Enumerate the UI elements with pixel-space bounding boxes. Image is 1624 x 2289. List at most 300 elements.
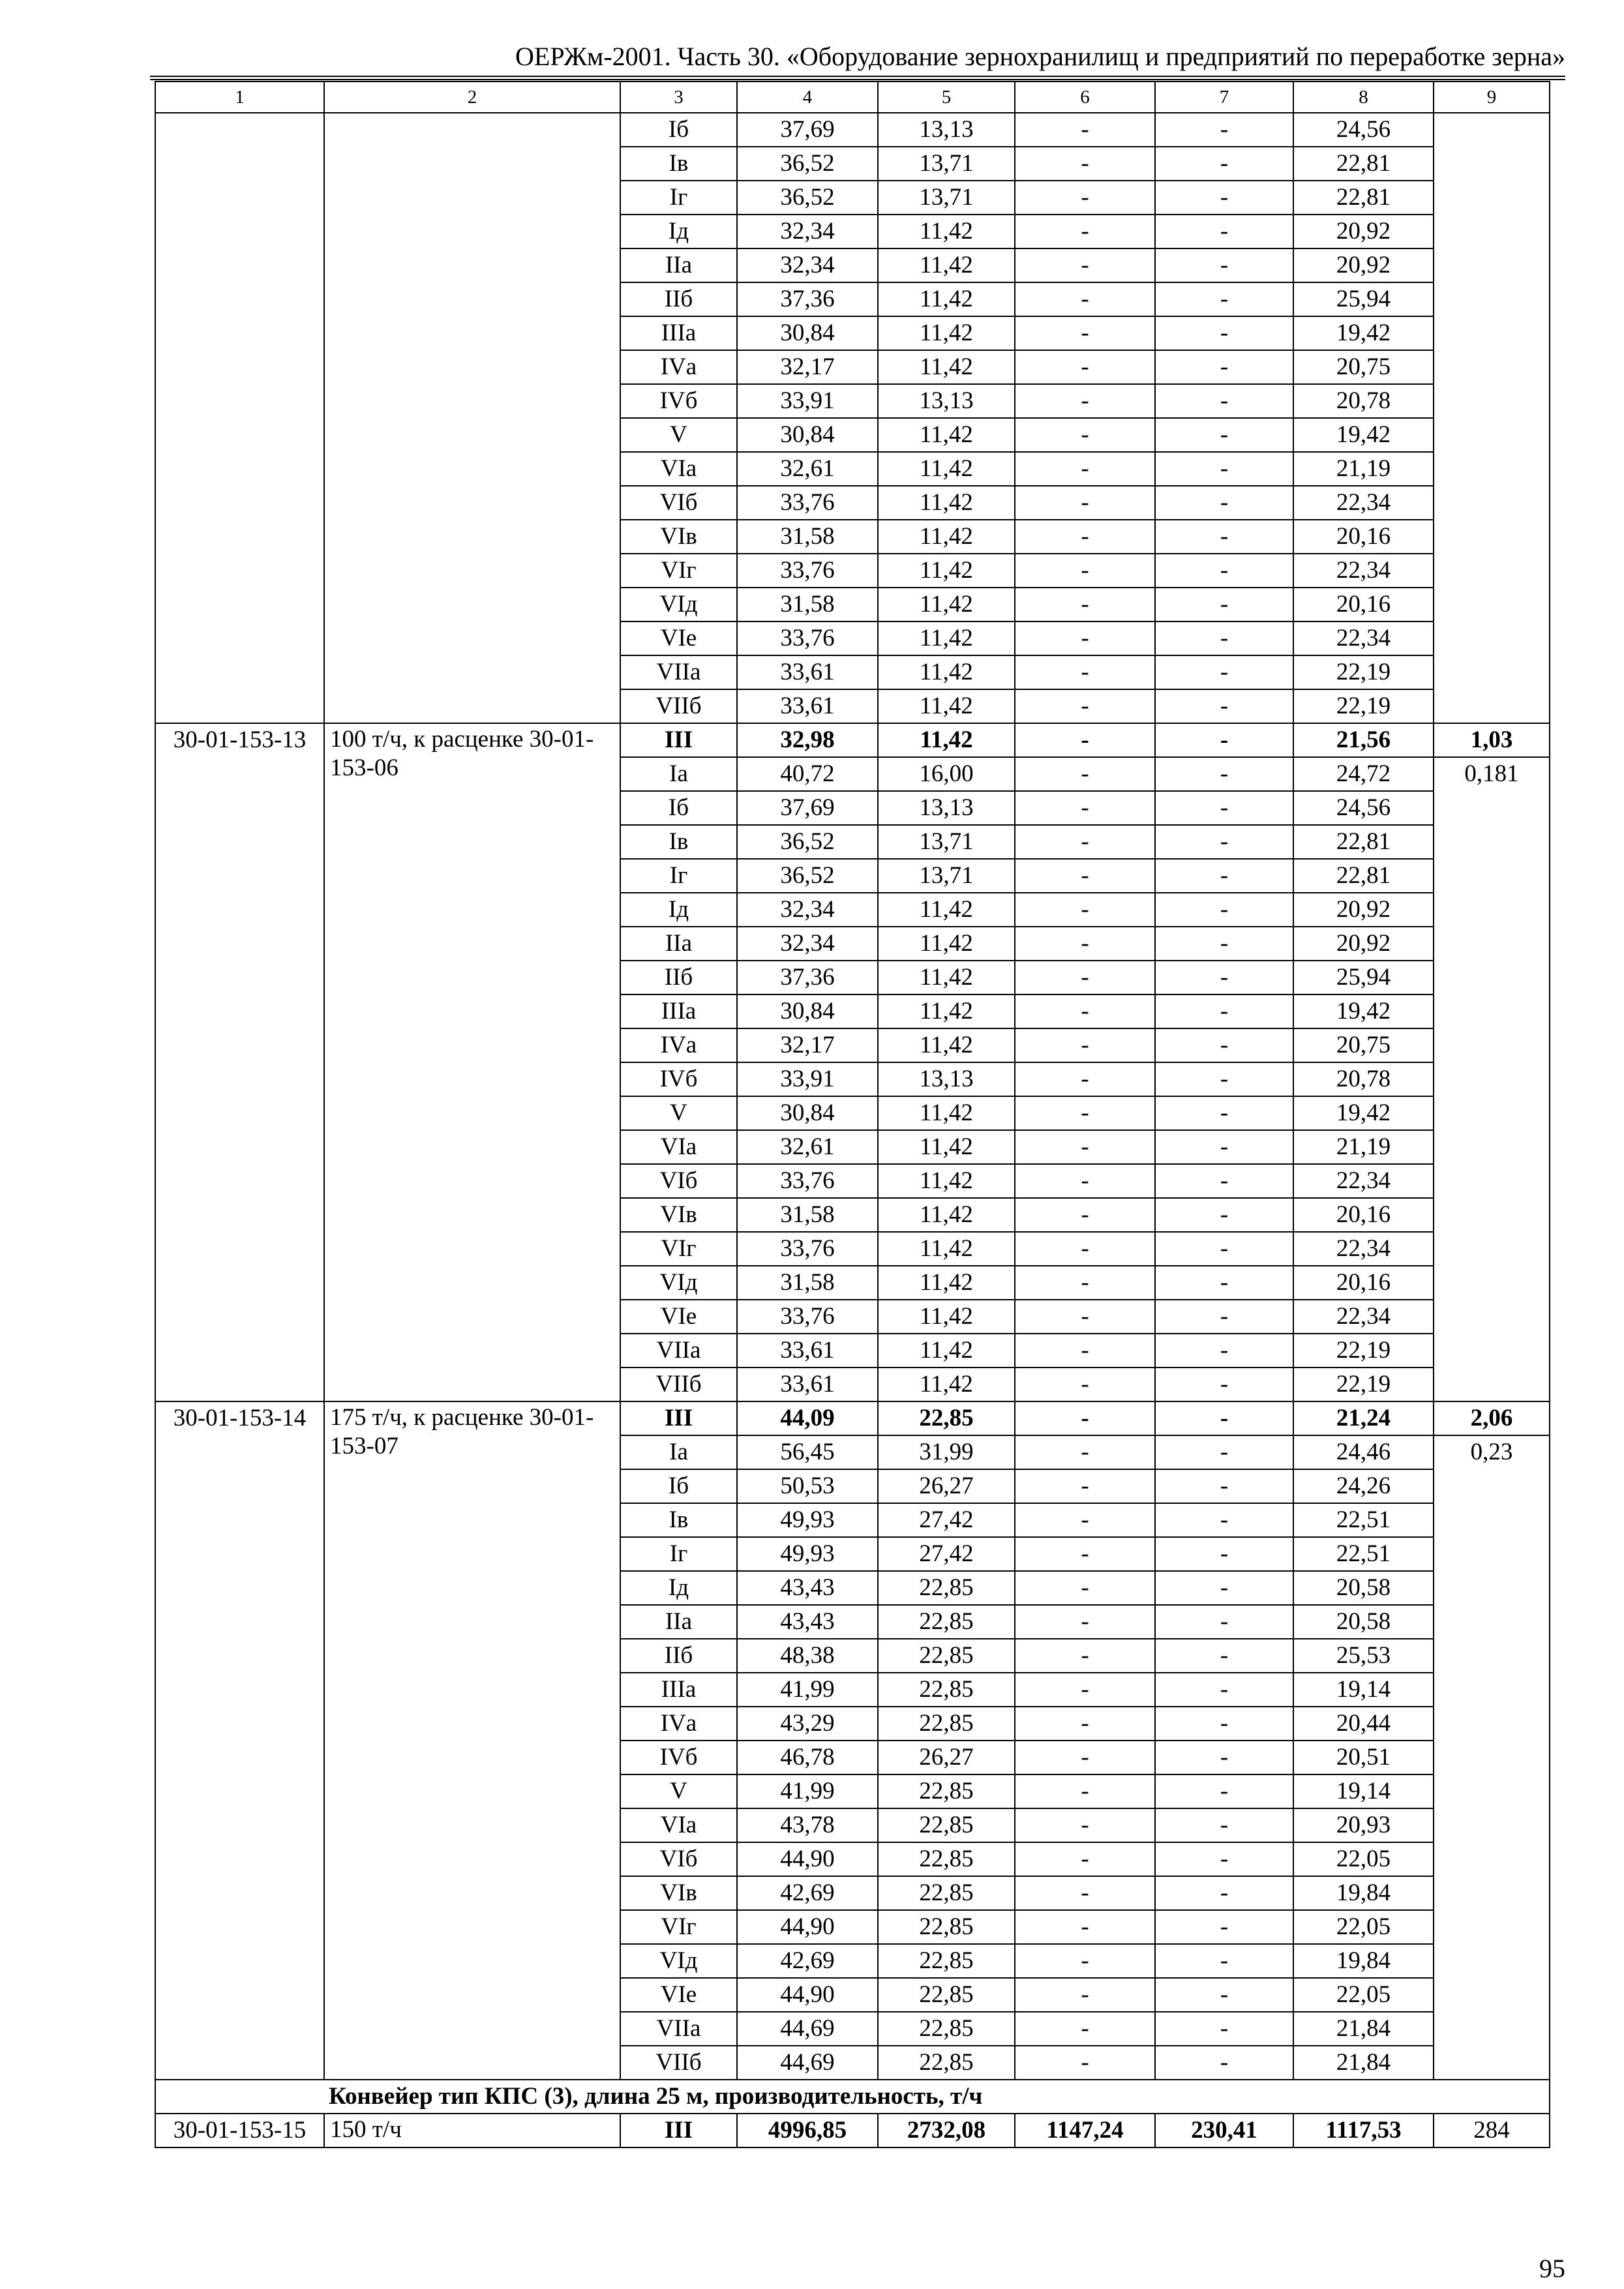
cell-c6: -	[1015, 520, 1155, 554]
cell-c8: 20,51	[1293, 1741, 1434, 1774]
column-number: 7	[1155, 82, 1293, 113]
cell-c3: Iг	[620, 1537, 737, 1571]
cell-c7: -	[1155, 995, 1293, 1028]
cell-c8: 20,92	[1293, 893, 1434, 927]
cell-c6: -	[1015, 1096, 1155, 1130]
cell-c5: 13,13	[878, 113, 1015, 147]
rate-description: 100 т/ч, к расценке 30-01-153-06	[324, 723, 620, 1401]
table-row	[155, 1401, 1550, 1435]
cell-c4: 44,90	[737, 1842, 878, 1876]
cell-c6: -	[1015, 1707, 1155, 1741]
cell-c8: 24,72	[1293, 757, 1434, 791]
cell-c6: -	[1015, 1130, 1155, 1164]
cell-c4: 32,61	[737, 1130, 878, 1164]
cell-c7: -	[1155, 961, 1293, 995]
cell-c3: VIе	[620, 621, 737, 655]
cell-c3: IIа	[620, 1605, 737, 1639]
cell-c6: -	[1015, 554, 1155, 588]
cell-c4: 36,52	[737, 181, 878, 215]
column-number: 3	[620, 82, 737, 113]
cell-c5: 11,42	[878, 316, 1015, 350]
cell-c5: 22,85	[878, 1876, 1015, 1910]
cell-c4: 49,93	[737, 1537, 878, 1571]
running-header: ОЕРЖм-2001. Часть 30. «Оборудование зернохранилищ и предприятий по переработке зерна»	[515, 42, 1565, 71]
cell-c7: -	[1155, 1673, 1293, 1707]
cell-c8: 19,14	[1293, 1673, 1434, 1707]
cell-c8: 24,56	[1293, 113, 1434, 147]
cell-c8: 1117,53	[1293, 2114, 1434, 2147]
cell-c5: 11,42	[878, 1130, 1015, 1164]
cell-c8: 20,16	[1293, 1198, 1434, 1232]
cell-c6: -	[1015, 1774, 1155, 1808]
cell-c5: 22,85	[878, 1605, 1015, 1639]
cell-c5: 11,42	[878, 486, 1015, 520]
cell-c9: 284	[1434, 2114, 1550, 2147]
cell-c5: 11,42	[878, 588, 1015, 621]
cell-c4: 41,99	[737, 1673, 878, 1707]
cell-c3: IIб	[620, 282, 737, 316]
page-number: 95	[1539, 2254, 1565, 2283]
cell-c7: -	[1155, 723, 1293, 757]
cell-c3: III	[620, 723, 737, 757]
rate-description: 175 т/ч, к расценке 30-01-153-07	[324, 1401, 620, 2080]
cell-c4: 33,76	[737, 1300, 878, 1334]
cell-c8: 25,94	[1293, 961, 1434, 995]
cell-c6: -	[1015, 995, 1155, 1028]
cell-c5: 22,85	[878, 1707, 1015, 1741]
cell-c5: 2732,08	[878, 2114, 1015, 2147]
rate-description	[324, 113, 620, 723]
cell-c5: 11,42	[878, 452, 1015, 486]
cell-c8: 22,34	[1293, 486, 1434, 520]
cell-c4: 33,76	[737, 1232, 878, 1266]
column-number: 5	[878, 82, 1015, 113]
column-number: 1	[155, 82, 324, 113]
cell-c5: 22,85	[878, 2046, 1015, 2080]
cell-c4: 56,45	[737, 1435, 878, 1469]
cell-c4: 40,72	[737, 757, 878, 791]
cell-c6: -	[1015, 1062, 1155, 1096]
cell-c5: 11,42	[878, 655, 1015, 689]
cell-c3: IIб	[620, 1639, 737, 1673]
cell-c3: VIIа	[620, 2012, 737, 2046]
cell-c3: VIе	[620, 1978, 737, 2012]
cell-c4: 44,69	[737, 2012, 878, 2046]
cell-c3: V	[620, 418, 737, 452]
cell-c8: 20,16	[1293, 588, 1434, 621]
cell-c4: 4996,85	[737, 2114, 878, 2147]
cell-c6: -	[1015, 1639, 1155, 1673]
cell-c7: 230,41	[1155, 2114, 1293, 2147]
cell-c6: -	[1015, 825, 1155, 859]
cell-c7: -	[1155, 1368, 1293, 1401]
cell-c5: 13,71	[878, 181, 1015, 215]
cell-c5: 11,42	[878, 621, 1015, 655]
cell-c4: 44,69	[737, 2046, 878, 2080]
cell-c7: -	[1155, 1605, 1293, 1639]
cell-c5: 11,42	[878, 1164, 1015, 1198]
cell-c8: 20,93	[1293, 1808, 1434, 1842]
cell-c9: 0,181	[1434, 757, 1550, 1401]
cell-c8: 22,81	[1293, 181, 1434, 215]
cell-c6: -	[1015, 1537, 1155, 1571]
cell-c7: -	[1155, 588, 1293, 621]
cell-c7: -	[1155, 1062, 1293, 1096]
cell-c7: -	[1155, 384, 1293, 418]
cell-c6: -	[1015, 1741, 1155, 1774]
cell-c7: -	[1155, 147, 1293, 181]
cell-c8: 19,14	[1293, 1774, 1434, 1808]
cell-c6: -	[1015, 1028, 1155, 1062]
cell-c3: VIа	[620, 1808, 737, 1842]
cell-c3: Iв	[620, 1503, 737, 1537]
cell-c3: VIд	[620, 1944, 737, 1978]
cell-c8: 22,34	[1293, 1300, 1434, 1334]
cell-c4: 36,52	[737, 147, 878, 181]
cell-c3: IVа	[620, 350, 737, 384]
cell-c5: 31,99	[878, 1435, 1015, 1469]
table-row	[155, 723, 1550, 757]
cell-c7: -	[1155, 1334, 1293, 1368]
cell-c8: 20,58	[1293, 1571, 1434, 1605]
cell-c4: 43,43	[737, 1605, 878, 1639]
cell-c5: 11,42	[878, 350, 1015, 384]
cell-c8: 20,75	[1293, 1028, 1434, 1062]
cell-c3: Iд	[620, 1571, 737, 1605]
cell-c4: 49,93	[737, 1503, 878, 1537]
cell-c5: 11,42	[878, 215, 1015, 248]
cell-c3: VIв	[620, 1876, 737, 1910]
cell-c7: -	[1155, 113, 1293, 147]
cell-c7: -	[1155, 452, 1293, 486]
cell-c7: -	[1155, 1503, 1293, 1537]
cell-c3: IVб	[620, 1062, 737, 1096]
cell-c7: -	[1155, 181, 1293, 215]
cell-c8: 25,53	[1293, 1639, 1434, 1673]
cell-c3: VIд	[620, 588, 737, 621]
cell-c6: -	[1015, 1571, 1155, 1605]
cell-c8: 22,34	[1293, 1232, 1434, 1266]
cell-c8: 22,81	[1293, 859, 1434, 893]
cell-c4: 31,58	[737, 520, 878, 554]
cell-c5: 11,42	[878, 961, 1015, 995]
cell-c4: 32,34	[737, 215, 878, 248]
cell-c4: 33,61	[737, 1368, 878, 1401]
cell-c7: -	[1155, 1401, 1293, 1435]
cell-c3: Iб	[620, 1469, 737, 1503]
cell-c5: 11,42	[878, 1334, 1015, 1368]
cell-c4: 43,78	[737, 1808, 878, 1842]
cell-c8: 21,56	[1293, 723, 1434, 757]
cell-c6: -	[1015, 282, 1155, 316]
cell-c7: -	[1155, 621, 1293, 655]
cell-c5: 11,42	[878, 893, 1015, 927]
cell-c4: 32,17	[737, 1028, 878, 1062]
cell-c7: -	[1155, 1978, 1293, 2012]
cell-c4: 48,38	[737, 1639, 878, 1673]
cell-c6: -	[1015, 1401, 1155, 1435]
cell-c7: -	[1155, 1910, 1293, 1944]
cell-c8: 20,75	[1293, 350, 1434, 384]
cell-c6: -	[1015, 859, 1155, 893]
cell-c5: 27,42	[878, 1503, 1015, 1537]
cell-c2: 150 т/ч	[324, 2114, 620, 2147]
cell-c5: 22,85	[878, 1571, 1015, 1605]
cell-c7: -	[1155, 316, 1293, 350]
cell-c5: 22,85	[878, 1978, 1015, 2012]
cell-c3: VIа	[620, 452, 737, 486]
cell-c3: VIIб	[620, 689, 737, 723]
cell-c3: IIIа	[620, 316, 737, 350]
cell-c5: 13,71	[878, 859, 1015, 893]
cell-c5: 11,42	[878, 248, 1015, 282]
cell-c4: 32,98	[737, 723, 878, 757]
cell-c4: 32,61	[737, 452, 878, 486]
cell-c7: -	[1155, 757, 1293, 791]
cell-c6: -	[1015, 1198, 1155, 1232]
cell-c3: VIIб	[620, 2046, 737, 2080]
cell-c4: 33,76	[737, 554, 878, 588]
cell-c7: -	[1155, 520, 1293, 554]
cell-c4: 30,84	[737, 1096, 878, 1130]
cell-c3: Iа	[620, 757, 737, 791]
cell-c7: -	[1155, 350, 1293, 384]
cell-c7: -	[1155, 1266, 1293, 1300]
cell-c5: 13,13	[878, 1062, 1015, 1096]
cell-c3: VIг	[620, 1232, 737, 1266]
cell-c5: 22,85	[878, 1842, 1015, 1876]
cell-c7: -	[1155, 1944, 1293, 1978]
cell-c6: -	[1015, 1944, 1155, 1978]
cell-c5: 11,42	[878, 1266, 1015, 1300]
cell-c4: 43,29	[737, 1707, 878, 1741]
cell-c4: 30,84	[737, 995, 878, 1028]
section-row	[155, 2080, 1550, 2114]
cell-c7: -	[1155, 1469, 1293, 1503]
cell-c8: 21,19	[1293, 1130, 1434, 1164]
cell-c7: -	[1155, 893, 1293, 927]
cell-c3: Iб	[620, 791, 737, 825]
cell-c8: 25,94	[1293, 282, 1434, 316]
cell-c5: 22,85	[878, 1910, 1015, 1944]
cell-c3: IIIа	[620, 995, 737, 1028]
cell-c3: VIб	[620, 1164, 737, 1198]
cell-c6: -	[1015, 1266, 1155, 1300]
cell-c3: Iб	[620, 113, 737, 147]
cell-c9: 2,06	[1434, 1401, 1550, 1435]
cell-c9	[1434, 113, 1550, 723]
cell-c6: -	[1015, 2012, 1155, 2046]
cell-c3: IIб	[620, 961, 737, 995]
cell-c6: -	[1015, 1673, 1155, 1707]
cell-c5: 13,71	[878, 147, 1015, 181]
cell-c4: 33,91	[737, 1062, 878, 1096]
cell-c8: 22,51	[1293, 1503, 1434, 1537]
cell-c7: -	[1155, 689, 1293, 723]
cell-c6: -	[1015, 1910, 1155, 1944]
cell-c6: -	[1015, 1334, 1155, 1368]
cell-c4: 32,17	[737, 350, 878, 384]
cell-c6: -	[1015, 1503, 1155, 1537]
cell-c8: 24,56	[1293, 791, 1434, 825]
cell-c4: 44,90	[737, 1978, 878, 2012]
cell-c9: 1,03	[1434, 723, 1550, 757]
cell-c8: 22,81	[1293, 147, 1434, 181]
column-number: 6	[1015, 82, 1155, 113]
cell-c4: 31,58	[737, 1266, 878, 1300]
cell-c5: 13,13	[878, 384, 1015, 418]
cell-c3: V	[620, 1096, 737, 1130]
cell-c6: -	[1015, 621, 1155, 655]
cell-c7: -	[1155, 825, 1293, 859]
cell-c4: 33,76	[737, 486, 878, 520]
cell-c6: -	[1015, 316, 1155, 350]
cell-c3: VIIа	[620, 1334, 737, 1368]
cell-c7: -	[1155, 1707, 1293, 1741]
cell-c6: -	[1015, 181, 1155, 215]
cell-c8: 20,92	[1293, 215, 1434, 248]
cell-c4: 46,78	[737, 1741, 878, 1774]
cell-c8: 21,84	[1293, 2046, 1434, 2080]
cell-c6: -	[1015, 588, 1155, 621]
cell-c7: -	[1155, 1741, 1293, 1774]
cell-c3: VIв	[620, 520, 737, 554]
cell-c4: 50,53	[737, 1469, 878, 1503]
cell-c6: -	[1015, 1435, 1155, 1469]
cell-c3: Iв	[620, 147, 737, 181]
cell-c8: 22,19	[1293, 655, 1434, 689]
cell-c4: 37,69	[737, 791, 878, 825]
rate-code	[155, 113, 324, 723]
cell-c3: VIд	[620, 1266, 737, 1300]
cell-c8: 20,92	[1293, 248, 1434, 282]
cell-c5: 11,42	[878, 995, 1015, 1028]
cell-c7: -	[1155, 1571, 1293, 1605]
cell-c8: 21,24	[1293, 1401, 1434, 1435]
cell-c9: 0,23	[1434, 1435, 1550, 2080]
cell-c6: -	[1015, 689, 1155, 723]
cell-c5: 22,85	[878, 1401, 1015, 1435]
cell-c7: -	[1155, 1435, 1293, 1469]
cell-c3: VIе	[620, 1300, 737, 1334]
cell-c7: -	[1155, 2012, 1293, 2046]
cell-c4: 44,09	[737, 1401, 878, 1435]
cell-c8: 20,92	[1293, 927, 1434, 961]
cell-c4: 36,52	[737, 825, 878, 859]
cell-c4: 33,91	[737, 384, 878, 418]
cell-c3: VIг	[620, 1910, 737, 1944]
cell-c8: 24,46	[1293, 1435, 1434, 1469]
cell-c8: 22,51	[1293, 1537, 1434, 1571]
cell-c3: IIа	[620, 927, 737, 961]
cell-c3: Iг	[620, 181, 737, 215]
cell-c4: 37,36	[737, 282, 878, 316]
cell-c7: -	[1155, 1232, 1293, 1266]
cell-c8: 22,05	[1293, 1978, 1434, 2012]
cell-c6: -	[1015, 655, 1155, 689]
cell-c5: 22,85	[878, 1774, 1015, 1808]
cell-c8: 22,34	[1293, 554, 1434, 588]
cell-c4: 42,69	[737, 1944, 878, 1978]
rate-code: 30-01-153-13	[155, 723, 324, 1401]
cell-c6: -	[1015, 1978, 1155, 2012]
cell-c3: VIб	[620, 486, 737, 520]
cell-c4: 43,43	[737, 1571, 878, 1605]
cell-c6: -	[1015, 791, 1155, 825]
cell-c6: -	[1015, 757, 1155, 791]
cell-c3: Iв	[620, 825, 737, 859]
cell-c5: 11,42	[878, 1300, 1015, 1334]
cell-c3: VIIб	[620, 1368, 737, 1401]
cell-c7: -	[1155, 1774, 1293, 1808]
cell-c7: -	[1155, 1808, 1293, 1842]
cell-c3: VIв	[620, 1198, 737, 1232]
table-row	[155, 113, 1550, 147]
cell-c4: 33,61	[737, 655, 878, 689]
cell-c5: 16,00	[878, 757, 1015, 791]
cell-c8: 24,26	[1293, 1469, 1434, 1503]
cell-c6: -	[1015, 215, 1155, 248]
cell-c6: -	[1015, 452, 1155, 486]
cell-c6: -	[1015, 486, 1155, 520]
cell-c7: -	[1155, 1198, 1293, 1232]
cell-c7: -	[1155, 1130, 1293, 1164]
cell-c8: 19,42	[1293, 316, 1434, 350]
cell-c5: 22,85	[878, 1944, 1015, 1978]
cell-c7: -	[1155, 1300, 1293, 1334]
column-number: 2	[324, 82, 620, 113]
cell-c7: -	[1155, 1639, 1293, 1673]
cell-c7: -	[1155, 1537, 1293, 1571]
cell-c4: 33,61	[737, 1334, 878, 1368]
cell-c8: 22,05	[1293, 1910, 1434, 1944]
cell-c6: -	[1015, 147, 1155, 181]
cell-c8: 19,42	[1293, 1096, 1434, 1130]
cell-c7: -	[1155, 791, 1293, 825]
cell-c4: 41,99	[737, 1774, 878, 1808]
cell-c7: -	[1155, 1164, 1293, 1198]
cell-c6: -	[1015, 1808, 1155, 1842]
cell-c8: 22,19	[1293, 689, 1434, 723]
cell-c5: 11,42	[878, 418, 1015, 452]
cell-c5: 11,42	[878, 1096, 1015, 1130]
cell-c4: 31,58	[737, 588, 878, 621]
cell-c8: 20,78	[1293, 1062, 1434, 1096]
cell-c8: 20,78	[1293, 384, 1434, 418]
cell-c3: IVб	[620, 384, 737, 418]
cell-c8: 20,44	[1293, 1707, 1434, 1741]
cell-c5: 11,42	[878, 1028, 1015, 1062]
cell-c5: 26,27	[878, 1469, 1015, 1503]
cell-c3: Iа	[620, 1435, 737, 1469]
cell-c6: -	[1015, 384, 1155, 418]
cell-c3: Iг	[620, 859, 737, 893]
cell-c5: 11,42	[878, 927, 1015, 961]
cell-c7: -	[1155, 927, 1293, 961]
cell-c4: 37,36	[737, 961, 878, 995]
cell-c5: 11,42	[878, 1198, 1015, 1232]
cell-c6: -	[1015, 1469, 1155, 1503]
cell-c6: -	[1015, 1842, 1155, 1876]
cell-c5: 11,42	[878, 689, 1015, 723]
cell-c4: 44,90	[737, 1910, 878, 1944]
cell-c4: 42,69	[737, 1876, 878, 1910]
cell-c4: 32,34	[737, 927, 878, 961]
cell-c7: -	[1155, 248, 1293, 282]
cell-c1: 30-01-153-15	[155, 2114, 324, 2147]
cell-c3: IVб	[620, 1741, 737, 1774]
cell-c5: 13,71	[878, 825, 1015, 859]
